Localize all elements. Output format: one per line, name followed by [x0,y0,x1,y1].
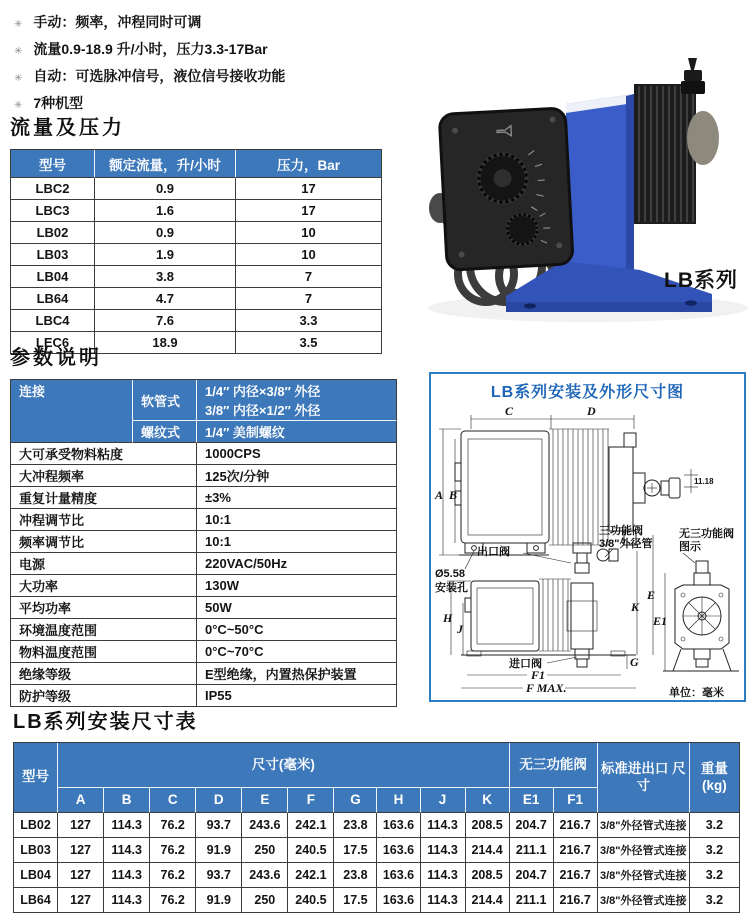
value-cell: 130W [197,575,397,597]
row-label-cell: 频率调节比 [11,531,197,553]
pump-rear-ribs [634,84,719,224]
value-cell: 10:1 [197,531,397,553]
value-cell: 1/4″ 美制螺纹 [197,421,397,443]
inlet-valve-label: 进口阀 [508,656,542,670]
column-header: C [150,788,196,813]
column-header-model: 型号 [14,743,58,813]
feature-text: 手动：频率，冲程同时可调 [33,10,201,35]
table-row [11,244,382,266]
installation-dimensions-section [13,705,743,913]
side-view-dimensions [442,523,655,695]
value-cell: 17.5 [334,838,377,863]
value-cell: 208.5 [466,813,510,838]
dim-label-G: G [630,655,639,669]
row-label-cell: LEC6 [11,332,95,354]
value-cell: 3.2 [690,888,740,913]
table-row [11,487,397,509]
table-row [11,597,397,619]
column-header: K [466,788,510,813]
value-cell: 242.1 [288,813,334,838]
row-label-cell: LBC2 [11,178,95,200]
value-cell: 163.6 [377,888,420,913]
feature-list [14,10,285,118]
row-label-cell: LBC4 [11,310,95,332]
row-label-cell: 防护等级 [11,685,197,707]
value-cell: 3/8"外径管式连接 [598,838,690,863]
value-cell: 1.6 [95,200,236,222]
tri-valve-label-2: 3/8"外径管 [599,536,653,550]
dim-label-FMAX: F MAX. [525,681,566,695]
table-row [11,222,382,244]
pump-head-nozzle [687,111,719,165]
value-cell: 163.6 [377,863,420,888]
value-cell: 163.6 [377,813,420,838]
table-row [11,310,382,332]
side-view [461,543,636,667]
row-label-cell: LB64 [14,888,58,913]
row-label-cell: LB02 [14,813,58,838]
tri-valve-label-1: 三功能阀 [599,523,643,537]
value-cell: 114.3 [104,838,150,863]
table-row [11,288,382,310]
column-header: E [242,788,288,813]
table-row [11,553,397,575]
value-cell: 1000CPS [197,443,397,465]
column-header: J [421,788,466,813]
column-header: G [334,788,377,813]
value-cell: 3.2 [690,813,740,838]
value-cell: 216.7 [554,838,598,863]
dim-label-E1: E1 [652,614,667,628]
dimension-diagram-panel [429,372,746,702]
value-cell: 7 [236,288,382,310]
column-header: A [58,788,104,813]
list-item [14,64,285,91]
value-cell: 163.6 [377,838,420,863]
dim-label-offset: 11.18 [694,477,714,486]
row-label-cell: LB02 [11,222,95,244]
table-row [11,266,382,288]
value-line: 1/4″ 内径×3/8″ 外径 [205,381,388,400]
value-cell: 10:1 [197,509,397,531]
table-row [11,200,382,222]
section-title: LB系列安装尺寸表 [13,705,743,734]
value-cell: 0.9 [95,222,236,244]
value-cell: 23.8 [334,813,377,838]
value-cell: 3.3 [236,310,382,332]
table-row [14,863,740,888]
value-cell: 250 [242,888,288,913]
value-cell: 0.9 [95,178,236,200]
list-item [14,10,285,37]
value-cell: 50W [197,597,397,619]
value-cell: 125次/分钟 [197,465,397,487]
dim-label-C: C [505,404,514,418]
value-cell: 17 [236,178,382,200]
technical-drawing [431,403,744,699]
value-cell: 91.9 [196,838,242,863]
value-cell: 18.9 [95,332,236,354]
value-cell: 17.5 [334,888,377,913]
value-cell: 114.3 [421,813,466,838]
value-cell: 204.7 [510,813,554,838]
value-cell: 76.2 [150,863,196,888]
pump-product-photo [388,56,748,336]
value-cell: 220VAC/50Hz [197,553,397,575]
value-cell: 23.8 [334,863,377,888]
value-cell: 204.7 [510,863,554,888]
value-cell: 3/8"外径管式连接 [598,888,690,913]
value-cell: 91.9 [196,888,242,913]
column-header: D [196,788,242,813]
mount-hole-dia-label: Ø5.58 [435,568,465,580]
installation-dimensions-table [13,742,740,913]
row-label-cell: 绝缘等级 [11,663,197,685]
row-label-cell: LB04 [11,266,95,288]
column-header-port: 标准进出口 尺寸 [598,743,690,813]
table-row [11,685,397,707]
row-label-cell: 电源 [11,553,197,575]
table-row [11,509,397,531]
row-label-cell: 大功率 [11,575,197,597]
value-cell: 10 [236,244,382,266]
table-row [11,575,397,597]
value-cell: IP55 [197,685,397,707]
flow-pressure-section [10,111,382,354]
table-row [11,663,397,685]
asterisk-bullet-icon: ✳ [14,39,22,64]
dim-label-F1: F1 [530,668,545,682]
row-label-cell: LBC3 [11,200,95,222]
column-header: F1 [554,788,598,813]
value-cell: 1.9 [95,244,236,266]
no-tri-valve-label-2: 图示 [679,539,702,553]
row-label-cell: LB04 [14,863,58,888]
value-cell: 242.1 [288,863,334,888]
column-header: H [377,788,420,813]
value-cell: 250 [242,838,288,863]
value-line: 3/8″ 内径×1/2″ 外径 [205,400,388,419]
value-cell: 76.2 [150,888,196,913]
asterisk-bullet-icon: ✳ [14,66,22,91]
row-label-cell: 大可承受物料粘度 [11,443,197,465]
photo-caption: LB系列 [664,264,750,294]
diagram-title: LB系列安装及外形尺寸图 [431,379,744,402]
value-cell: 93.7 [196,813,242,838]
column-header: E1 [510,788,554,813]
table-row [11,380,397,421]
value-cell: 114.3 [104,813,150,838]
column-header: 型号 [11,150,95,178]
no-tri-valve-label-1: 无三功能阀 [679,526,734,540]
value-cell: 114.3 [421,838,466,863]
section-title: 流量及压力 [10,111,382,140]
list-item [14,37,285,64]
asterisk-bullet-icon: ✳ [14,12,22,37]
row-label-cell: 环境温度范围 [11,619,197,641]
value-cell: 3.2 [690,863,740,888]
table-row [11,619,397,641]
value-cell: 216.7 [554,888,598,913]
value-cell: 76.2 [150,813,196,838]
mount-hole-label: 安装孔 [435,580,468,594]
feature-text: 7种机型 [33,91,83,116]
dim-label-K: K [630,600,640,614]
value-cell: 7 [236,266,382,288]
feature-text: 自动：可选脉冲信号，液位信号接收功能 [33,64,285,89]
row-label-cell: 软管式 [133,380,197,421]
table-row [14,813,740,838]
column-header: B [104,788,150,813]
dim-label-B: B [448,488,457,502]
value-cell: ±3% [197,487,397,509]
dim-label-J: J [456,622,464,636]
row-label-cell: 连接 [11,380,133,443]
pump-body [566,94,634,274]
table-row [11,531,397,553]
value-cell: 240.5 [288,838,334,863]
group-header-no-valve: 无三功能阀 [510,743,598,788]
section-title: 参数说明 [10,341,398,370]
value-cell: 211.1 [510,888,554,913]
table-header-row [14,743,740,788]
table-row [14,888,740,913]
row-label-cell: 重复计量精度 [11,487,197,509]
table-row [14,838,740,863]
value-cell: 127 [58,838,104,863]
dim-label-E: E [646,588,655,602]
front-view-dimensions [434,404,714,594]
row-label-cell: LB03 [11,244,95,266]
value-cell: 127 [58,888,104,913]
value-cell: E型绝缘，内置热保护装置 [197,663,397,685]
value-cell: 3.8 [95,266,236,288]
value-cell: 114.3 [104,888,150,913]
row-label-cell: 大冲程频率 [11,465,197,487]
front-view [455,429,680,555]
table-row [11,465,397,487]
flow-pressure-table [10,149,382,354]
row-label-cell: LB64 [11,288,95,310]
dim-label-A: A [434,488,443,502]
parameters-section [10,341,398,707]
value-cell: 243.6 [242,813,288,838]
value-cell: 127 [58,813,104,838]
value-cell: 3/8"外径管式连接 [598,813,690,838]
table-row [11,178,382,200]
row-label-cell: 冲程调节比 [11,509,197,531]
value-cell: 3.2 [690,838,740,863]
column-header: 压力，Bar [236,150,382,178]
value-cell: 214.4 [466,838,510,863]
value-cell: 3.5 [236,332,382,354]
value-cell: 0°C~50°C [197,619,397,641]
feature-text: 流量0.9-18.9 升/小时，压力3.3-17Bar [33,37,267,62]
value-cell: 0°C~70°C [197,641,397,663]
row-label-cell: 螺纹式 [133,421,197,443]
dim-label-H: H [442,611,453,625]
value-cell: 10 [236,222,382,244]
value-cell: 243.6 [242,863,288,888]
row-label-cell: 物料温度范围 [11,641,197,663]
table-row [11,641,397,663]
value-cell: 208.5 [466,863,510,888]
group-header-size: 尺寸(毫米) [58,743,510,788]
row-label-cell: 平均功率 [11,597,197,619]
value-cell: 3/8"外径管式连接 [598,863,690,888]
value-cell: 114.3 [421,888,466,913]
value-cell: 214.4 [466,888,510,913]
parameters-table [10,379,397,707]
value-cell: 7.6 [95,310,236,332]
value-cell: 211.1 [510,838,554,863]
value-cell: 114.3 [104,863,150,888]
column-header: F [288,788,334,813]
column-header-weight: 重量 (kg) [690,743,740,813]
top-fitting [681,58,705,94]
value-cell [197,380,397,421]
unit-note: 单位：毫米 [669,685,724,699]
row-label-cell: LB03 [14,838,58,863]
value-cell: 240.5 [288,888,334,913]
value-cell: 93.7 [196,863,242,888]
value-cell: 17 [236,200,382,222]
value-cell: 76.2 [150,838,196,863]
value-cell: 114.3 [421,863,466,888]
table-row [11,443,397,465]
outlet-valve-label: 出口阀 [477,544,510,558]
asterisk-bullet-icon: ✳ [14,93,22,118]
value-cell: 216.7 [554,863,598,888]
dim-label-D: D [586,404,596,418]
control-panel [439,108,573,270]
rear-view [652,526,739,671]
table-header-row [11,150,382,178]
value-cell: 216.7 [554,813,598,838]
value-cell: 127 [58,863,104,888]
value-cell: 4.7 [95,288,236,310]
column-header: 额定流量，升/小时 [95,150,236,178]
